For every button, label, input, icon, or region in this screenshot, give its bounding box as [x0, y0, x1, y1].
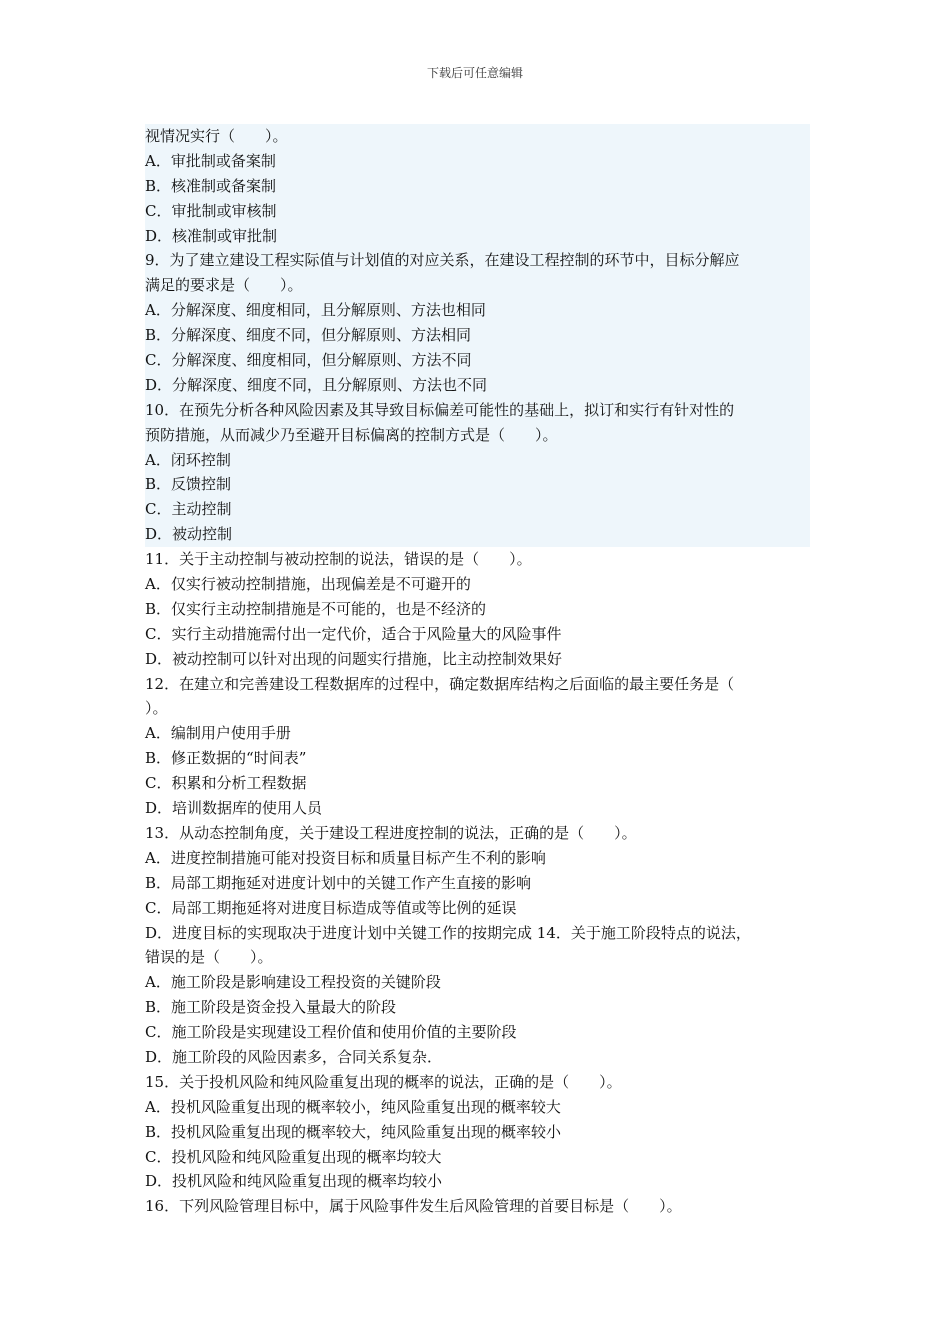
text-line: B．施工阶段是资金投入量最大的阶段 [145, 998, 397, 1017]
text-line: C．审批制或审核制 [145, 201, 277, 220]
text-line: 16．下列风险管理目标中，属于风险事件发生后风险管理的首要目标是（ ）。 [145, 1197, 682, 1216]
text-line: D．培训数据库的使用人员 [145, 799, 323, 818]
text-line: A．施工阶段是影响建设工程投资的关键阶段 [145, 973, 441, 992]
text-line: C．施工阶段是实现建设工程价值和使用价值的主要阶段 [145, 1023, 517, 1042]
text-line: B．反馈控制 [145, 475, 232, 494]
text-line: ）。 [145, 699, 168, 718]
text-line: C．分解深度、细度相同，但分解原则、方法不同 [145, 351, 472, 370]
text-line: 预防措施，从而减少乃至避开目标偏离的控制方式是（ ）。 [145, 425, 558, 444]
text-line: B．修正数据的“时间表” [145, 749, 307, 768]
document-body [145, 124, 810, 1219]
text-line: A．仅实行被动控制措施，出现偏差是不可避开的 [145, 575, 471, 594]
text-line: D．核准制或审批制 [145, 226, 278, 245]
highlighted-block [145, 124, 810, 547]
text-line: A．分解深度、细度相同，且分解原则、方法也相同 [145, 301, 486, 320]
text-line: 错误的是（ ）。 [145, 948, 273, 967]
text-line: D．投机风险和纯风险重复出现的概率均较小 [145, 1172, 443, 1191]
text-line: 9．为了建立建设工程实际值与计划值的对应关系，在建设工程控制的环节中，目标分解应 [145, 251, 740, 270]
text-line: B．分解深度、细度不同，但分解原则、方法相同 [145, 326, 472, 345]
text-line: 10．在预先分析各种风险因素及其导致目标偏差可能性的基础上，拟订和实行有针对性的 [145, 400, 735, 419]
text-line: D．施工阶段的风险因素多，合同关系复杂． [145, 1047, 443, 1066]
text-line: C．积累和分析工程数据 [145, 774, 307, 793]
text-line: A．投机风险重复出现的概率较小，纯风险重复出现的概率较大 [145, 1097, 561, 1116]
text-line: 13．从动态控制角度，关于建设工程进度控制的说法，正确的是（ ）。 [145, 823, 637, 842]
text-line: 12．在建立和完善建设工程数据库的过程中，确定数据库结构之后面临的最主要任务是（ [145, 674, 735, 693]
text-line: C．局部工期拖延将对进度目标造成等值或等比例的延误 [145, 898, 517, 917]
text-line: 视情况实行（ ）。 [145, 127, 288, 145]
page-header: 下载后可任意编辑 [426, 66, 523, 80]
text-line: D．被动控制 [145, 525, 233, 544]
text-line: 15．关于投机风险和纯风险重复出现的概率的说法，正确的是（ ）。 [145, 1072, 622, 1091]
text-line: D．被动控制可以针对出现的问题实行措施，比主动控制效果好 [145, 649, 563, 668]
text-line: B．仅实行主动控制措施是不可能的，也是不经济的 [145, 599, 487, 618]
text-line: 满足的要求是（ ）。 [145, 276, 303, 295]
text-line: C．投机风险和纯风险重复出现的概率均较大 [145, 1147, 442, 1166]
text-line: A．编制用户使用手册 [145, 724, 291, 743]
text-line: C．实行主动措施需付出一定代价，适合于风险量大的风险事件 [145, 624, 562, 643]
text-line: A．闭环控制 [145, 450, 231, 469]
text-line: B．核准制或备案制 [145, 176, 277, 195]
text-line: B．局部工期拖延对进度计划中的关键工作产生直接的影响 [145, 873, 532, 892]
text-line: C．主动控制 [145, 500, 232, 519]
text-line: D．分解深度、细度不同，且分解原则、方法也不同 [145, 375, 488, 394]
plain-block [145, 547, 810, 1219]
text-line: D．进度目标的实现取决于进度计划中关键工作的按期完成 14．关于施工阶段特点的说法， [145, 923, 751, 942]
text-line: B．投机风险重复出现的概率较大，纯风险重复出现的概率较小 [145, 1122, 562, 1141]
text-line: 11．关于主动控制与被动控制的说法，错误的是（ ）。 [145, 550, 532, 569]
text-line: A．审批制或备案制 [145, 151, 276, 170]
text-line: A．进度控制措施可能对投资目标和质量目标产生不利的影响 [145, 848, 546, 867]
